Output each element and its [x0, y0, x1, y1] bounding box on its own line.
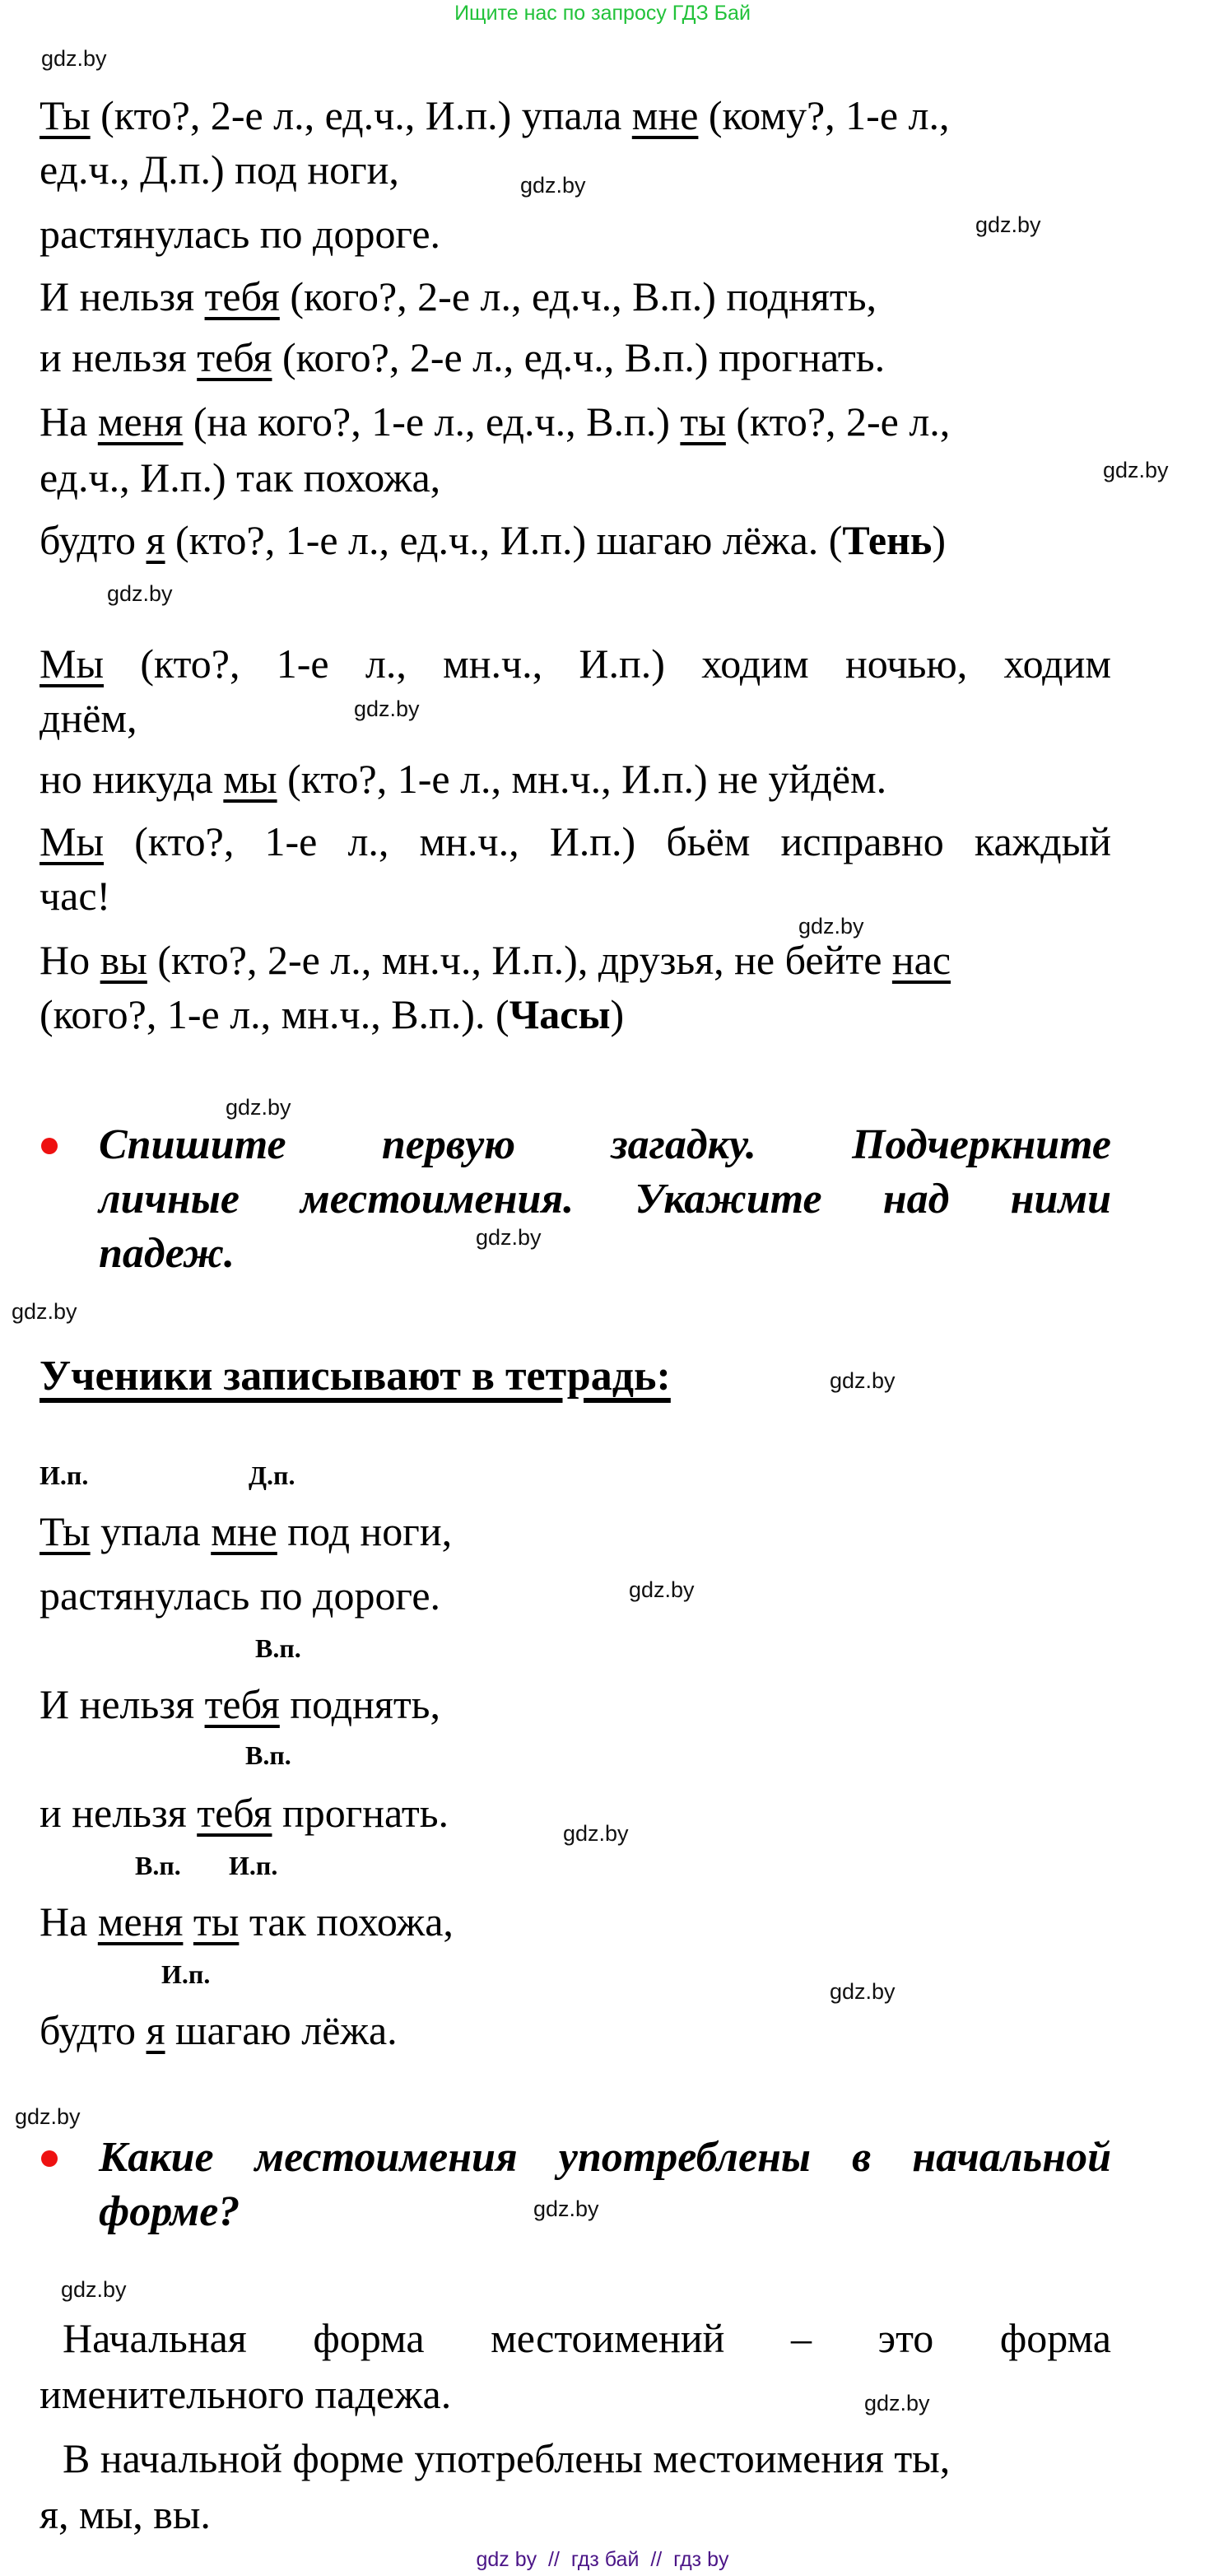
- pronoun: мне: [631, 92, 699, 138]
- watermark: gdz.by: [563, 1821, 629, 1846]
- watermark: gdz.by: [629, 1577, 695, 1602]
- task-text: форме?: [99, 2188, 240, 2235]
- annotation: (кто?, 1-е л., мн.ч., И.п.) бьём исправно каждый: [104, 818, 1111, 864]
- notebook-line: [40, 2005, 398, 2055]
- case-label: Д.п.: [249, 1460, 295, 1490]
- riddle-line: [40, 515, 946, 565]
- annotation: (кому?, 1-е л.,: [698, 92, 950, 138]
- answer-text: Начальная форма местоимений – это форма: [63, 2315, 1111, 2361]
- text: но никуда: [40, 756, 224, 802]
- text: прогнать.: [272, 1790, 449, 1836]
- case-label: В.п.: [135, 1851, 181, 1880]
- riddle-line: ед.ч., Д.п.) под ноги,: [40, 147, 399, 193]
- pronoun: тебя: [204, 1681, 280, 1727]
- pronoun: я: [146, 2007, 165, 2053]
- bullet-icon: [41, 1138, 58, 1154]
- watermark: gdz.by: [354, 696, 420, 721]
- riddle-line: час!: [40, 873, 111, 919]
- riddle-line: днём,: [40, 695, 137, 741]
- pronoun: меня: [97, 398, 184, 445]
- notebook-line: растянулась по дороге.: [40, 1572, 441, 1619]
- task-text: Какие местоимения употреблены в начальной: [99, 2134, 1111, 2181]
- top-banner[interactable]: Ищите нас по запросу ГДЗ Бай: [454, 2, 751, 25]
- text: так похожа,: [239, 1898, 454, 1945]
- pronoun: я: [146, 517, 165, 563]
- footer-links[interactable]: gdz by // гдз бай // гдз by: [476, 2548, 729, 2571]
- bullet-icon: [41, 2150, 58, 2167]
- text: будто: [40, 2007, 147, 2053]
- watermark: gdz.by: [533, 2196, 599, 2221]
- text: На: [40, 1898, 98, 1945]
- case-label: И.п.: [161, 1959, 211, 1989]
- watermark: gdz.by: [830, 1368, 896, 1393]
- pronoun: тебя: [197, 334, 272, 380]
- annotation: (на кого?, 1-е л., ед.ч., В.п.): [183, 398, 681, 445]
- notebook-line: [40, 1679, 440, 1729]
- riddle-line: [40, 935, 951, 985]
- annotation: (кто?, 1-е л., мн.ч., И.п.) не уйдём.: [277, 756, 887, 802]
- text: под ноги,: [277, 1508, 453, 1554]
- watermark: gdz.by: [1103, 458, 1169, 482]
- text: ): [932, 517, 946, 563]
- watermark: gdz.by: [830, 1979, 896, 2004]
- case-label: В.п.: [255, 1633, 301, 1663]
- watermark: gdz.by: [476, 1225, 542, 1250]
- watermark: gdz.by: [864, 2391, 930, 2415]
- annotation: (кто?, 1-е л., мн.ч., И.п.) ходим ночью, ходим: [104, 641, 1111, 687]
- riddle-answer: Часы: [509, 991, 611, 1037]
- notebook-line: [40, 1788, 449, 1838]
- watermark: gdz.by: [15, 2104, 81, 2129]
- pronoun: вы: [100, 937, 147, 983]
- pronoun: тебя: [197, 1790, 272, 1836]
- text: будто: [40, 517, 147, 563]
- text: Но: [40, 937, 100, 983]
- text: И нельзя: [40, 273, 205, 319]
- answer-text: В начальной форме употреблены местоимения ты,: [63, 2435, 951, 2481]
- notebook-heading: Ученики записывают в тетрадь:: [40, 1353, 671, 1400]
- pronoun: мне: [211, 1508, 277, 1554]
- text: [183, 1898, 193, 1945]
- riddle-answer: Тень: [842, 517, 933, 563]
- text: На: [40, 398, 98, 445]
- pronoun: Ты: [40, 1508, 91, 1554]
- notebook-line: [40, 1507, 452, 1556]
- riddle-line: [40, 639, 1111, 688]
- text: и нельзя: [40, 1790, 198, 1836]
- text: шагаю лёжа.: [165, 2007, 398, 2053]
- annotation: (кого?, 1-е л., мн.ч., В.п.). (: [40, 991, 509, 1037]
- case-label: В.п.: [245, 1740, 291, 1770]
- riddle-line: ед.ч., И.п.) так похожа,: [40, 454, 441, 501]
- task-text: падеж.: [99, 1230, 235, 1277]
- pronoun: меня: [97, 1898, 184, 1945]
- answer-text: именительного падежа.: [40, 2371, 452, 2417]
- pronoun: ты: [193, 1898, 240, 1945]
- watermark: gdz.by: [520, 173, 586, 198]
- riddle-line: [40, 817, 1111, 866]
- case-label: И.п.: [229, 1851, 278, 1880]
- pronoun: Мы: [40, 641, 105, 687]
- pronoun: мы: [223, 756, 277, 802]
- annotation: (кого?, 2-е л., ед.ч., В.п.) поднять,: [279, 273, 877, 319]
- watermark: gdz.by: [975, 212, 1041, 237]
- pronoun: тебя: [204, 273, 280, 319]
- annotation: (кто?, 2-е л., мн.ч., И.п.), друзья, не бейте: [147, 937, 892, 983]
- riddle-line: [40, 990, 624, 1039]
- riddle-line: [40, 333, 885, 382]
- text: упала: [90, 1508, 212, 1554]
- watermark: gdz.by: [12, 1299, 77, 1324]
- watermark: gdz.by: [41, 46, 107, 71]
- pronoun: Ты: [40, 92, 91, 138]
- task-text: личные местоимения. Укажите над ними: [99, 1176, 1111, 1223]
- watermark: gdz.by: [61, 2277, 127, 2302]
- annotation: (кто?, 1-е л., ед.ч., И.п.) шагаю лёжа. (: [165, 517, 843, 563]
- annotation: (кто?, 2-е л., ед.ч., И.п.) упала: [90, 92, 632, 138]
- riddle-line: [40, 397, 950, 446]
- annotation: (кого?, 2-е л., ед.ч., В.п.) прогнать.: [272, 334, 886, 380]
- notebook-line: [40, 1897, 454, 1946]
- riddle-line: [40, 272, 877, 321]
- annotation: (кто?, 2-е л.,: [725, 398, 951, 445]
- task-text: Спишите первую загадку. Подчеркните: [99, 1121, 1111, 1168]
- watermark: gdz.by: [107, 581, 173, 606]
- pronoun: Мы: [40, 818, 105, 864]
- answer-text: я, мы, вы.: [40, 2491, 211, 2537]
- riddle-line: [40, 754, 886, 804]
- case-label: И.п.: [40, 1460, 89, 1490]
- riddle-line: растянулась по дороге.: [40, 211, 441, 257]
- text: ): [610, 991, 625, 1037]
- watermark: gdz.by: [226, 1095, 291, 1120]
- pronoun: ты: [680, 398, 726, 445]
- pronoun: нас: [891, 937, 951, 983]
- text: поднять,: [279, 1681, 440, 1727]
- riddle-line: [40, 91, 949, 140]
- text: И нельзя: [40, 1681, 205, 1727]
- watermark: gdz.by: [798, 914, 864, 939]
- text: и нельзя: [40, 334, 198, 380]
